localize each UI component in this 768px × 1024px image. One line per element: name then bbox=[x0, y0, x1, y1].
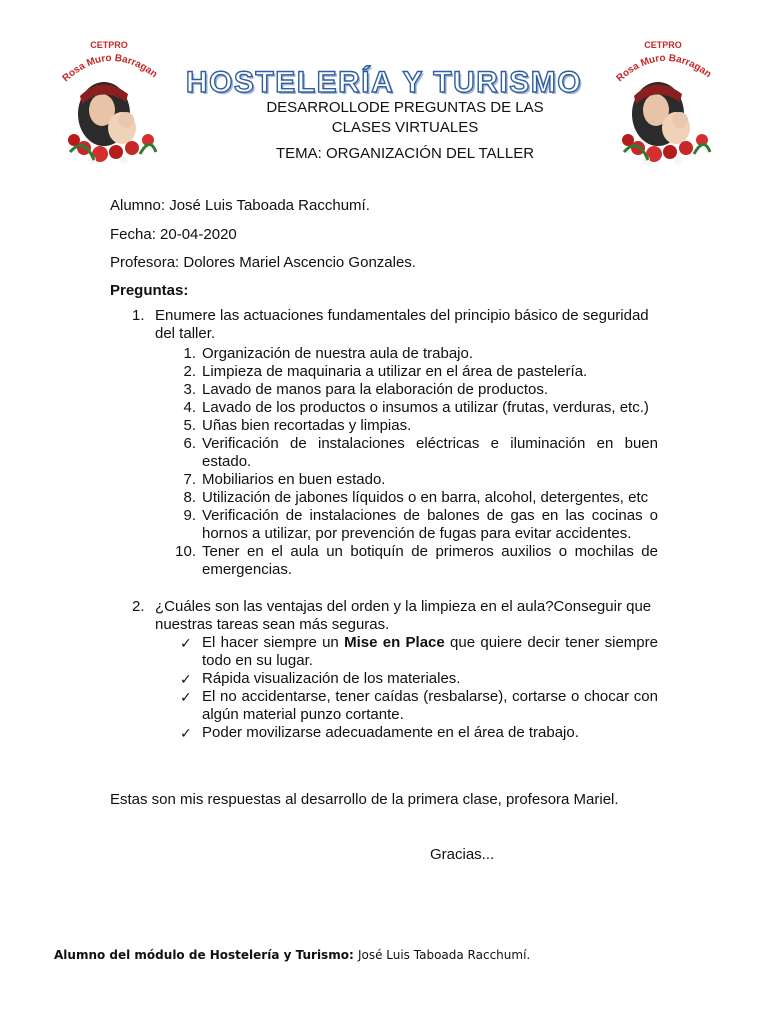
check-icon: ✓ bbox=[180, 635, 192, 651]
subtitle-line-2: CLASES VIRTUALES bbox=[331, 119, 479, 136]
q1-item-number: 4. bbox=[183, 399, 196, 416]
q1-item-number: 1. bbox=[183, 345, 196, 362]
q2-answer-3: El no accidentarse, tener caídas (resbalarse), cortarse o chocar con algún material punzo cortante. bbox=[202, 688, 658, 723]
footer bbox=[54, 948, 530, 962]
q1-item-number: 2. bbox=[183, 363, 196, 380]
q1-item-number: 7. bbox=[183, 471, 196, 488]
q1-item-text: Limpieza de maquinaria a utilizar en el área de pastelería. bbox=[202, 363, 588, 380]
q1-item-text: Lavado de manos para la elaboración de productos. bbox=[202, 381, 549, 398]
thanks-text: Gracias... bbox=[430, 846, 495, 863]
question-1-line-1: Enumere las actuaciones fundamentales del principio básico de seguridad bbox=[155, 307, 649, 324]
question-2-line-2: nuestras tareas sean más seguras. bbox=[155, 616, 390, 633]
page-title: HOSTELERÍA Y TURISMO bbox=[185, 66, 583, 99]
question-1-line-2: del taller. bbox=[155, 325, 216, 342]
q1-item-number: 10. bbox=[175, 543, 196, 560]
q1-item-text: Verificación de instalaciones de balones de gas en las cocinas o hornos a utilizar, por prevención de fugas para evitar accidentes. bbox=[202, 507, 658, 542]
check-icon: ✓ bbox=[180, 689, 192, 705]
q2-answer-1: El hacer siempre un Mise en Place que quiere decir tener siempre todo en su lugar. bbox=[202, 634, 658, 669]
q1-item-number: 9. bbox=[183, 507, 196, 524]
q1-item-text: Verificación de instalaciones eléctricas e iluminación en buen estado. bbox=[202, 435, 658, 470]
topic-heading: TEMA: ORGANIZACIÓN DEL TALLER bbox=[275, 145, 535, 162]
mise-en-place-term: Mise en Place bbox=[344, 634, 445, 651]
subtitle-line-1: DESARROLLODE PREGUNTAS DE LAS bbox=[266, 99, 544, 116]
q1-item-number: 3. bbox=[183, 381, 196, 398]
q1-item-number: 5. bbox=[183, 417, 196, 434]
q1-item-number: 6. bbox=[183, 435, 196, 452]
student-line: Alumno: José Luis Taboada Racchumí. bbox=[110, 197, 370, 214]
footer-name: José Luis Taboada Racchumí. bbox=[357, 948, 531, 962]
q2-answer-4: Poder movilizarse adecuadamente en el área de trabajo. bbox=[202, 724, 579, 741]
teacher-line: Profesora: Dolores Mariel Ascencio Gonzales. bbox=[110, 254, 416, 271]
q1-item-text: Utilización de jabones líquidos o en barra, alcohol, detergentes, etc bbox=[202, 489, 649, 506]
logo-cetpro-text: CETPRO bbox=[90, 40, 128, 50]
check-icon: ✓ bbox=[180, 671, 192, 687]
q1-item-text: Mobiliarios en buen estado. bbox=[202, 471, 386, 488]
logo-cetpro-text: CETPRO bbox=[644, 40, 682, 50]
q1-item-text: Uñas bien recortadas y limpias. bbox=[202, 417, 412, 434]
question-1-number: 1. bbox=[132, 307, 145, 324]
logo-arc-text: Rosa Muro Barragan bbox=[614, 52, 714, 85]
q1-item-text: Organización de nuestra aula de trabajo. bbox=[202, 345, 474, 362]
check-icon: ✓ bbox=[180, 725, 192, 741]
logo-arc-text: Rosa Muro Barragan bbox=[60, 52, 160, 85]
closing-text: Estas son mis respuestas al desarrollo de la primera clase, profesora Mariel. bbox=[110, 791, 619, 808]
q1-item-text: Lavado de los productos o insumos a utilizar (frutas, verduras, etc.) bbox=[202, 399, 649, 416]
questions-heading: Preguntas: bbox=[110, 282, 189, 299]
question-2-line-1: ¿Cuáles son las ventajas del orden y la limpieza en el aula?Conseguir que bbox=[155, 598, 652, 615]
date-line: Fecha: 20-04-2020 bbox=[110, 226, 237, 243]
q1-item-text: Tener en el aula un botiquín de primeros auxilios o mochilas de emergencias. bbox=[202, 543, 658, 578]
question-2-number: 2. bbox=[132, 598, 145, 615]
q2-answer-2: Rápida visualización de los materiales. bbox=[202, 670, 461, 687]
footer-label: Alumno del módulo de Hostelería y Turismo: bbox=[54, 948, 358, 962]
q1-item-number: 8. bbox=[183, 489, 196, 506]
